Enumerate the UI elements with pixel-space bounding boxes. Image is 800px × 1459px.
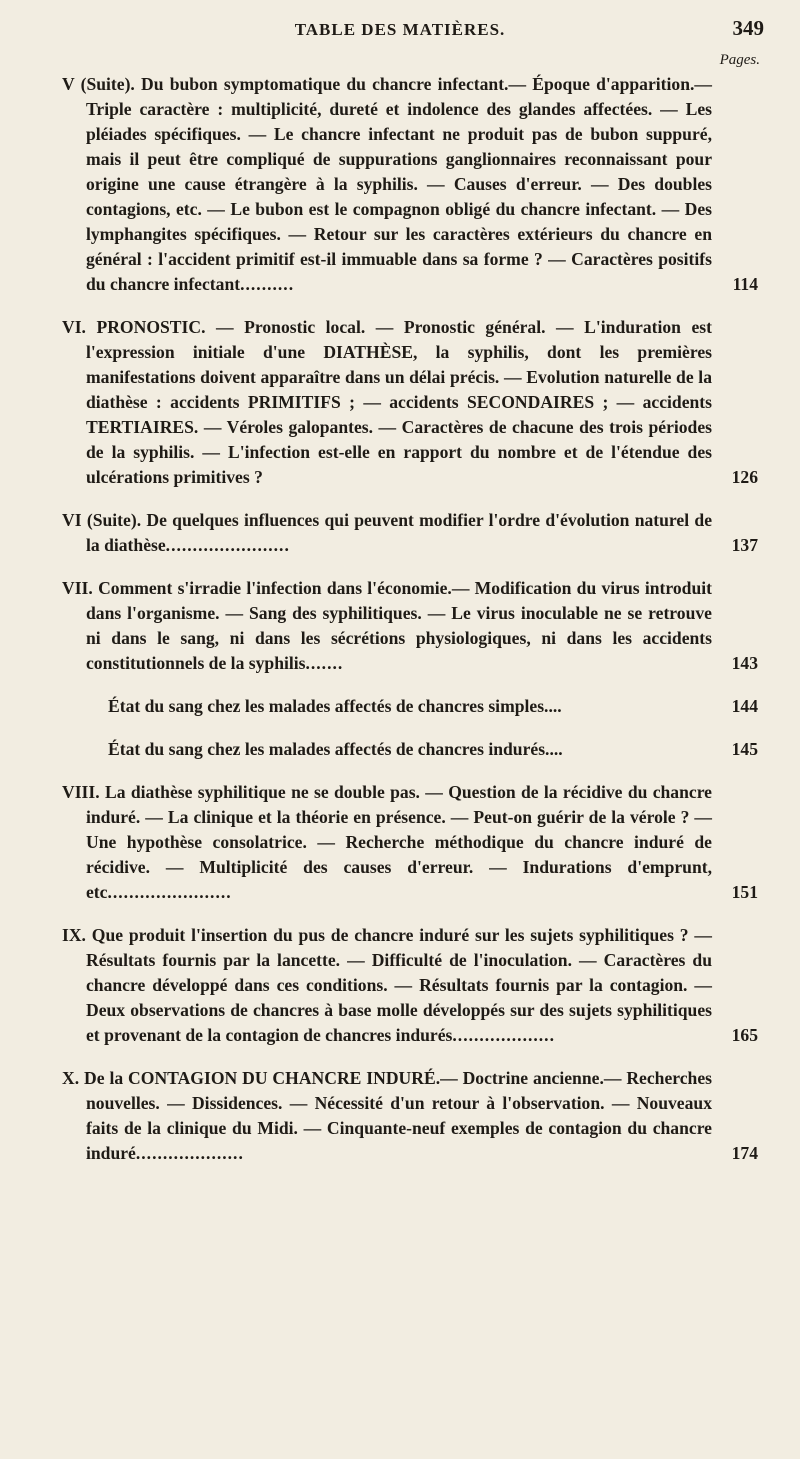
- toc-entries: [0, 72, 800, 1184]
- entry-description: (Suite). De quelques influences qui peuvent modifier l'ordre d'évolution naturel de la diathèse: [86, 510, 712, 555]
- entry-page: 137: [731, 535, 758, 555]
- entry-text: IX. Que produit l'insertion du pus de chancre induré sur les sujets syphilitiques ? — Résultats fournis par la lancette. — Difficulté de l'inoculation. — Caractères du chancre développé dans ces conditions. — Résultats fournis par la contagion. — Deux observations de chancres à base molle développés sur des sujets syphilitiques et provenant de la contagion de chancres indurés...................: [62, 925, 712, 1045]
- entry-page: 145: [731, 739, 758, 759]
- entry-page: 144: [731, 696, 758, 716]
- entry-page: 126: [731, 467, 758, 487]
- entry-description: La diathèse syphilitique ne se double pas. — Question de la récidive du chancre induré. — La clinique et la théorie en présence. — Peut-on guérir de la vérole ? — Une hypothèse consolatrice. — Recherche méthodique du chancre induré de récidive. — Multiplicité des causes d'erreur. — Indurations d'emprunt, etc: [86, 782, 712, 902]
- page-number: 349: [732, 16, 764, 40]
- entry-description: Comment s'irradie l'infection dans l'économie.— Modification du virus introduit dans l'organisme. — Sang des syphilitiques. — Le virus inoculable ne se retrouve ni dans le sang, ni dans les sécrétions physiologiques, ni dans les accidents constitutionnels de la syphilis: [86, 578, 712, 673]
- entry-description: PRONOSTIC. — Pronostic local. — Pronostic général. — L'induration est l'expression initiale d'une DIATHÈSE, la syphilis, dont les premières manifestations doivent apparaître dans un délai précis. — Evolution naturelle de la diathèse : accidents PRIMITIFS ; — accidents SECONDAIRES ; — accidents TERTIAIRES. — Véroles galopantes. — Caractères de chacune des trois périodes de la syphilis. — L'infection est-elle en rapport du nombre et de l'étendue des ulcérations primitives ?: [86, 317, 712, 487]
- toc-entry: [0, 72, 800, 297]
- pages-column-label: Pages.: [719, 52, 760, 68]
- entry-text: VI (Suite). De quelques influences qui peuvent modifier l'ordre d'évolution naturel de la diathèse.......................: [62, 510, 712, 555]
- entry-numeral: VI: [62, 510, 82, 530]
- entry-description: Que produit l'insertion du pus de chancre induré sur les sujets syphilitiques ? — Résultats fournis par la lancette. — Difficulté de l'inoculation. — Caractères du chancre développé dans ces conditions. — Résultats fournis par la contagion. — Deux observations de chancres à base molle développés sur des sujets syphilitiques et provenant de la contagion de chancres indurés: [86, 925, 712, 1045]
- entry-page: 151: [731, 882, 758, 902]
- toc-entry: [0, 576, 800, 676]
- entry-text: X. De la CONTAGION DU CHANCRE INDURÉ.— Doctrine ancienne.— Recherches nouvelles. — Dissidences. — Nécessité d'un retour à l'observation. — Nouveaux faits de la clinique du Midi. — Cinquante-neuf exemples de contagion du chancre induré....................: [62, 1068, 713, 1163]
- entry-numeral: VI.: [62, 317, 86, 337]
- entry-page: 165: [731, 1025, 758, 1045]
- toc-entry: [0, 923, 800, 1048]
- entry-description: De la CONTAGION DU CHANCRE INDURÉ.— Doctrine ancienne.— Recherches nouvelles. — Dissidences. — Nécessité d'un retour à l'observation. — Nouveaux faits de la clinique du Midi. — Cinquante-neuf exemples de contagion du chancre induré: [84, 1068, 713, 1163]
- entry-text: VIII. La diathèse syphilitique ne se double pas. — Question de la récidive du chancre induré. — La clinique et la théorie en présence. — Peut-on guérir de la vérole ? — Une hypothèse consolatrice. — Recherche méthodique du chancre induré de récidive. — Multiplicité des causes d'erreur. — Indurations d'emprunt, etc.......................: [62, 782, 712, 902]
- entry-text: [108, 694, 712, 719]
- entry-page: 114: [732, 274, 758, 294]
- entry-page: 174: [731, 1143, 758, 1163]
- toc-entry: [0, 508, 800, 558]
- entry-description: État du sang chez les malades affectés de chancres indurés....: [108, 739, 563, 759]
- toc-entry: [0, 1066, 800, 1166]
- toc-entry: [0, 780, 800, 905]
- entry-numeral: X.: [62, 1068, 80, 1088]
- toc-subentry: [0, 737, 800, 762]
- entry-numeral: VII.: [62, 578, 93, 598]
- entry-page: 143: [731, 653, 758, 673]
- entry-text: [108, 737, 712, 762]
- entry-text: V (Suite). Du bubon symptomatique du chancre infectant.— Époque d'apparition.— Triple caractère : multiplicité, dureté et indolence des glandes affectées. — Les pléiades spécifiques. — Le chancre infectant ne produit pas de bubon suppuré, mais il peut être compliqué de suppurations ganglionnaires reconnaissant pour origine une cause étrangère à la syphilis. — Causes d'erreur. — Des doubles contagions, etc. — Le bubon est le compagnon obligé du chancre infectant. — Des lymphangites spécifiques. — Retour sur les caractères extérieurs du chancre en général : l'accident primitif est-il immuable dans sa forme ? — Caractères positifs du chancre infectant..........: [62, 74, 712, 294]
- entry-numeral: VIII.: [62, 782, 100, 802]
- toc-subentry: [0, 694, 800, 719]
- entry-description: État du sang chez les malades affectés de chancres simples....: [108, 696, 562, 716]
- entry-numeral: V: [62, 74, 75, 94]
- toc-entry: [0, 315, 800, 490]
- entry-numeral: IX.: [62, 925, 86, 945]
- running-title: TABLE DES MATIÈRES.: [294, 20, 506, 39]
- entry-text: VII. Comment s'irradie l'infection dans l'économie.— Modification du virus introduit dans l'organisme. — Sang des syphilitiques. — Le virus inoculable ne se retrouve ni dans le sang, ni dans les sécrétions physiologiques, ni dans les accidents constitutionnels de la syphilis.......: [62, 578, 712, 673]
- entry-description: (Suite). Du bubon symptomatique du chancre infectant.— Époque d'apparition.— Triple caractère : multiplicité, dureté et indolence des glandes affectées. — Les pléiades spécifiques. — Le chancre infectant ne produit pas de bubon suppuré, mais il peut être compliqué de suppurations ganglionnaires reconnaissant pour origine une cause étrangère à la syphilis. — Causes d'erreur. — Des doubles contagions, etc. — Le bubon est le compagnon obligé du chancre infectant. — Des lymphangites spécifiques. — Retour sur les caractères extérieurs du chancre en général : l'accident primitif est-il immuable dans sa forme ? — Caractères positifs du chancre infectant: [80, 74, 712, 294]
- page-header: [0, 12, 800, 42]
- entry-text: [62, 315, 712, 490]
